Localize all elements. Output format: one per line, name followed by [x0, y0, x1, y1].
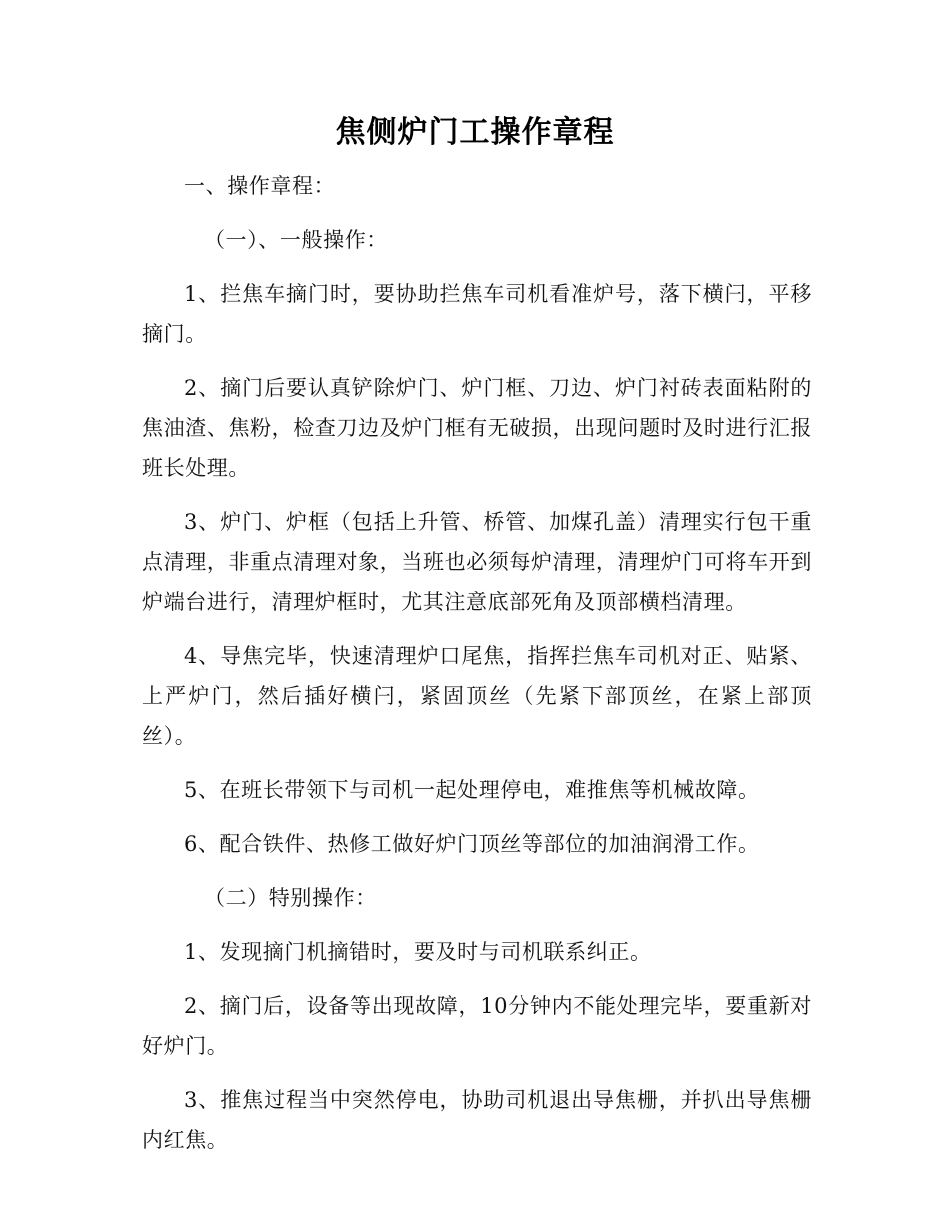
document-body	[142, 166, 812, 1174]
paragraph-general-6: 6、配合铁件、热修工做好炉门顶丝等部位的加油润滑工作。	[184, 832, 760, 856]
paragraph-general-5: 5、在班长带领下与司机一起处理停电，难推焦等机械故障。	[184, 778, 760, 802]
paragraph-general-1: 1、拦焦车摘门时，要协助拦焦车司机看准炉号，落下横闩，平移摘门。	[142, 282, 812, 346]
subsection-heading-special-operation: （二）特别操作：	[204, 886, 377, 910]
document-title: 焦侧炉门工操作章程	[335, 115, 615, 150]
paragraph-general-4: 4、导焦完毕，快速清理炉口尾焦，指挥拦焦车司机对正、贴紧、上严炉门，然后插好横闩，紧固顶丝（先紧下部顶丝，在紧上部顶丝）。	[142, 644, 812, 748]
paragraph-general-3: 3、炉门、炉框（包括上升管、桥管、加煤孔盖）清理实行包干重点清理，非重点清理对象，当班也必须每炉清理，清理炉门可将车开到炉端台进行，清理炉框时，尤其注意底部死角及顶部横档清理。	[142, 510, 812, 614]
paragraph-general-2: 2、摘门后要认真铲除炉门、炉门框、刀边、炉门衬砖表面粘附的焦油渣、焦粉，检查刀边及炉门框有无破损，出现问题时及时进行汇报班长处理。	[142, 376, 812, 480]
section-heading-operating-rules: 一、操作章程：	[184, 174, 336, 198]
paragraph-special-1: 1、发现摘门机摘错时，要及时与司机联系纠正。	[184, 940, 652, 964]
paragraph-special-3: 3、推焦过程当中突然停电，协助司机退出导焦栅，并扒出导焦栅内红焦。	[142, 1088, 812, 1152]
paragraph-special-2: 2、摘门后，设备等出现故障，10分钟内不能处理完毕，要重新对好炉门。	[142, 994, 812, 1058]
subsection-heading-general-operation: （一）、一般操作：	[204, 228, 388, 252]
